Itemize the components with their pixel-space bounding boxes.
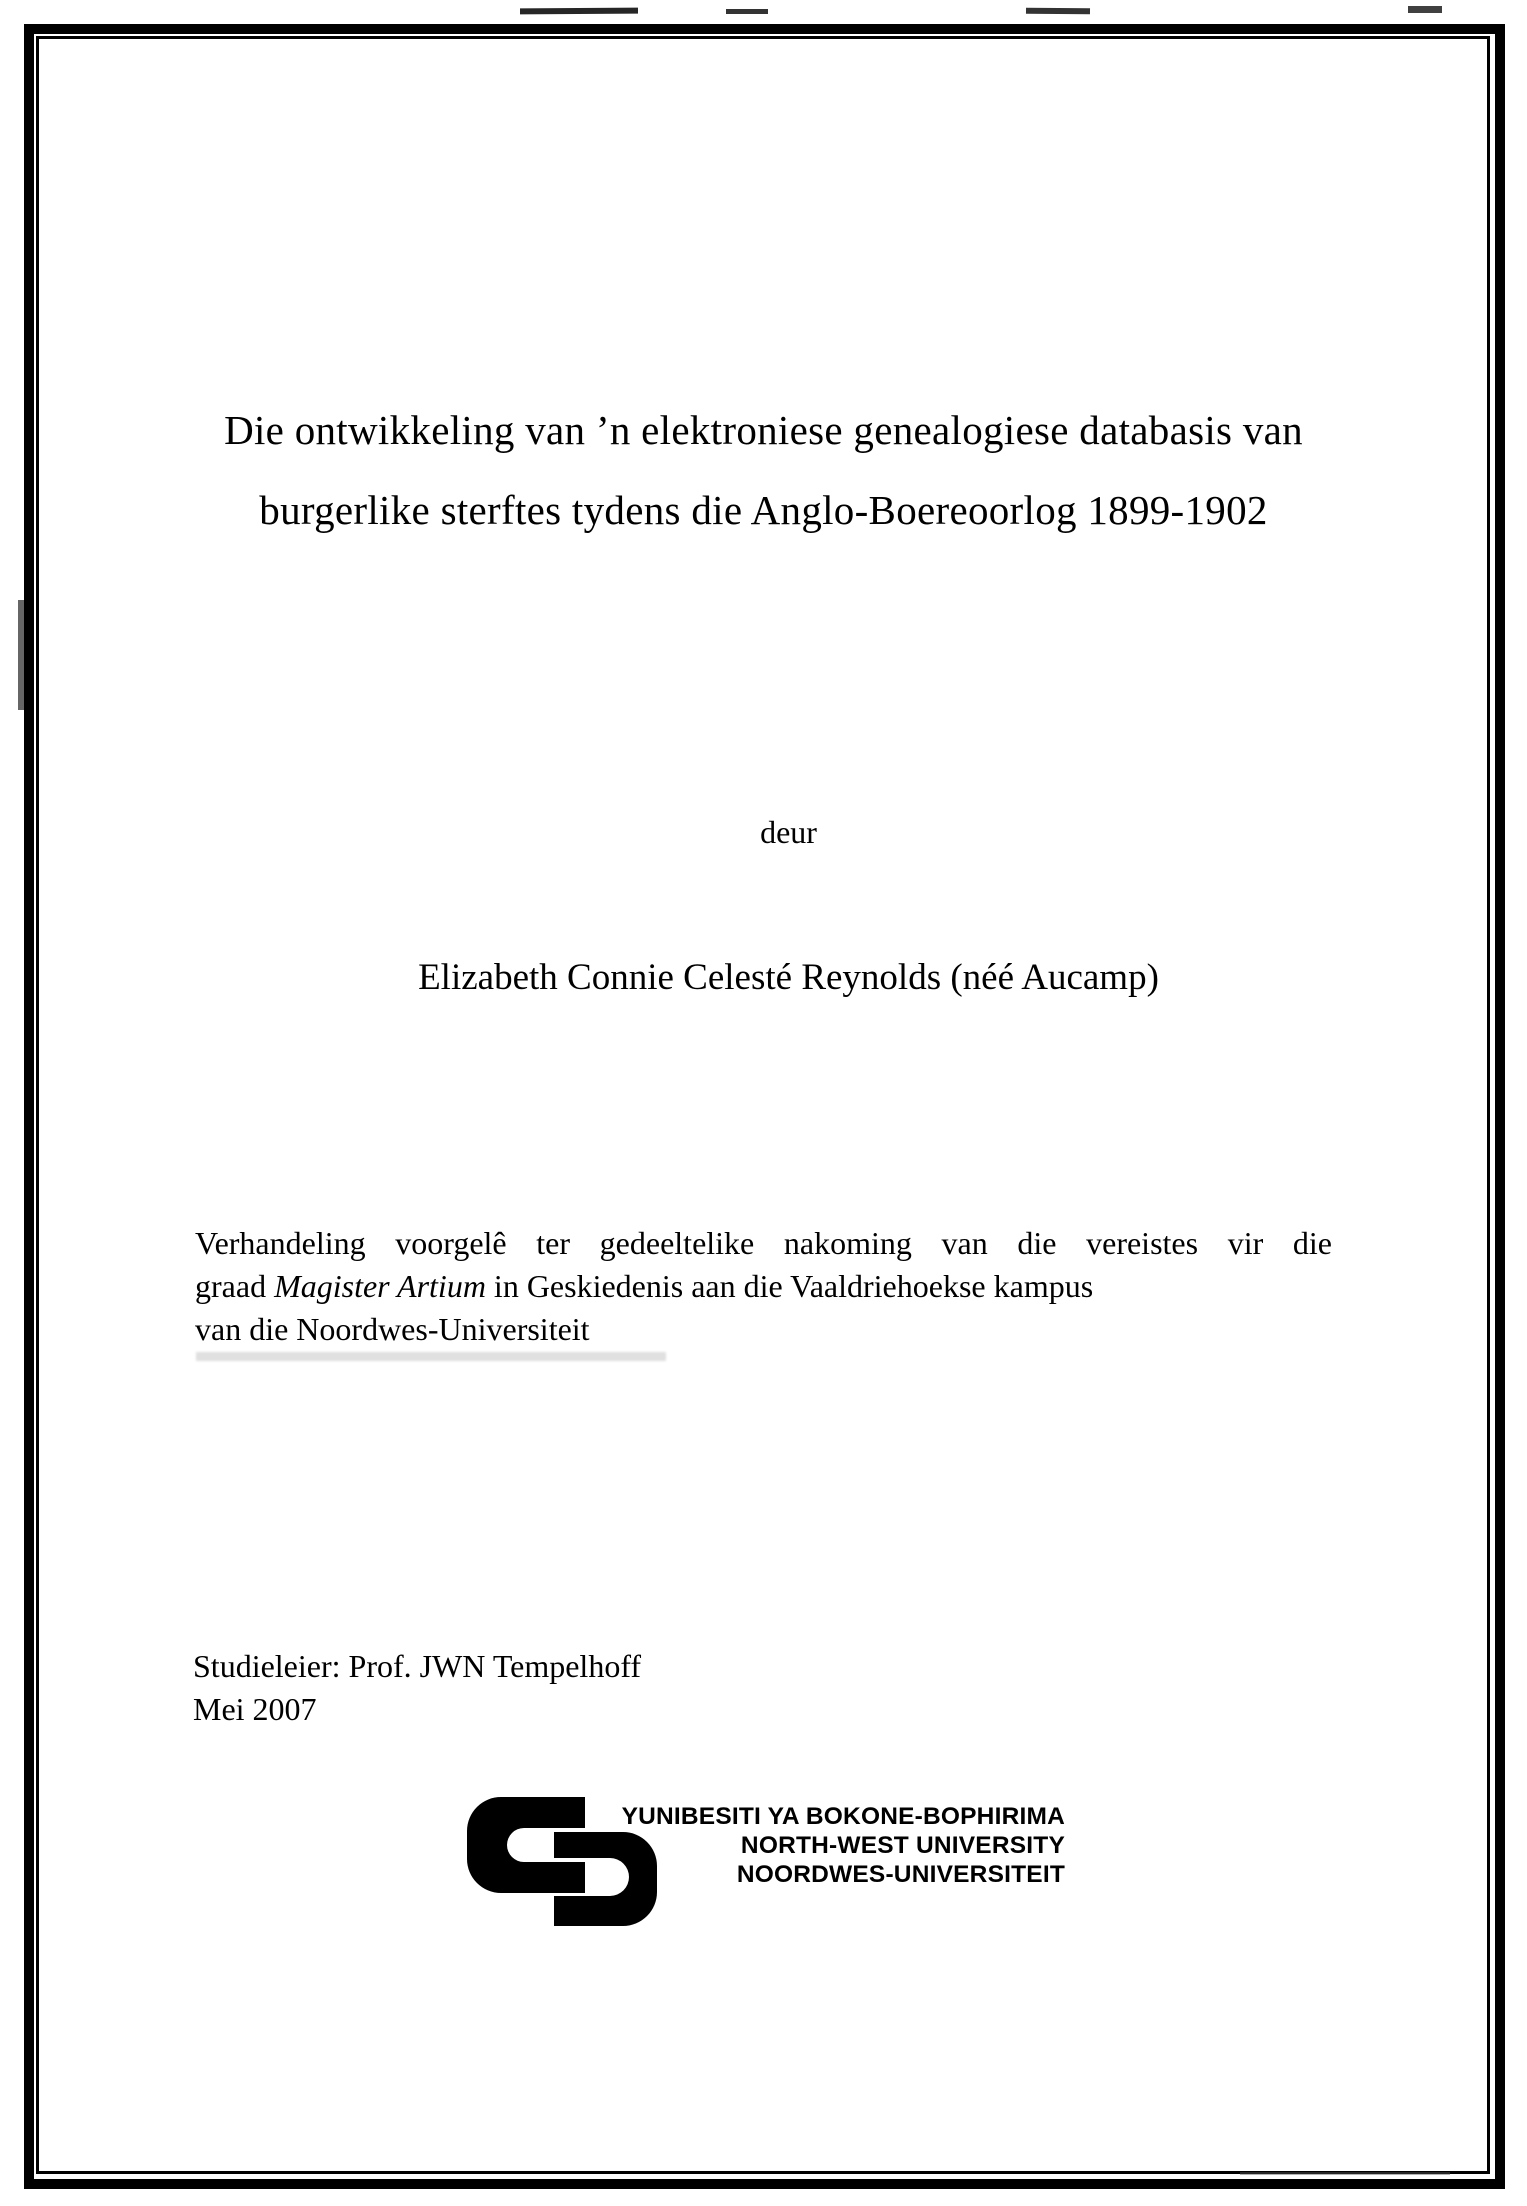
thesis-title-line1: Die ontwikkeling van ’n elektroniese genealogiese databasis van	[224, 407, 1303, 453]
supervisor-block	[193, 1645, 641, 1731]
degree-name-italic: Magister Artium	[274, 1268, 486, 1304]
scan-artifact	[1408, 6, 1442, 13]
degree-statement-line3: van die Noordwes-Universiteit	[195, 1311, 590, 1347]
scan-ghosting	[196, 1352, 666, 1361]
degree-statement-line2	[195, 1265, 1332, 1308]
thesis-title-line2: burgerlike sterftes tydens die Anglo-Boereoorlog 1899-1902	[259, 487, 1268, 533]
scan-artifact	[726, 9, 768, 14]
logo-line-english: NORTH-WEST UNIVERSITY	[740, 1832, 1065, 1859]
supervisor-line: Studieleier: Prof. JWN Tempelhoff	[193, 1648, 642, 1684]
scan-artifact	[1240, 2172, 1450, 2175]
university-logo	[457, 1795, 1107, 1935]
degree-statement-line1: Verhandeling voorgelê ter gedeeltelike nakoming van die vereistes vir die	[195, 1225, 1332, 1261]
scan-artifact	[1026, 8, 1090, 15]
byline-label: deur	[760, 814, 817, 850]
thesis-title	[60, 390, 1467, 550]
university-logo-text	[585, 1802, 1065, 1889]
logo-line-setswana: YUNIBESITI YA BOKONE-BOPHIRIMA	[621, 1803, 1065, 1830]
logo-line-afrikaans: NOORDWES-UNIVERSITEIT	[736, 1861, 1065, 1888]
scan-artifact	[18, 600, 27, 710]
author-name: Elizabeth Connie Celesté Reynolds (néé Aucamp)	[418, 957, 1159, 998]
scan-artifact	[520, 8, 638, 15]
degree-statement-line2-post: in Geskiedenis aan die Vaaldriehoekse kampus	[485, 1268, 1094, 1304]
degree-statement	[195, 1222, 1332, 1351]
date-line: Mei 2007	[193, 1691, 317, 1727]
degree-statement-line2-pre: graad	[195, 1268, 275, 1304]
